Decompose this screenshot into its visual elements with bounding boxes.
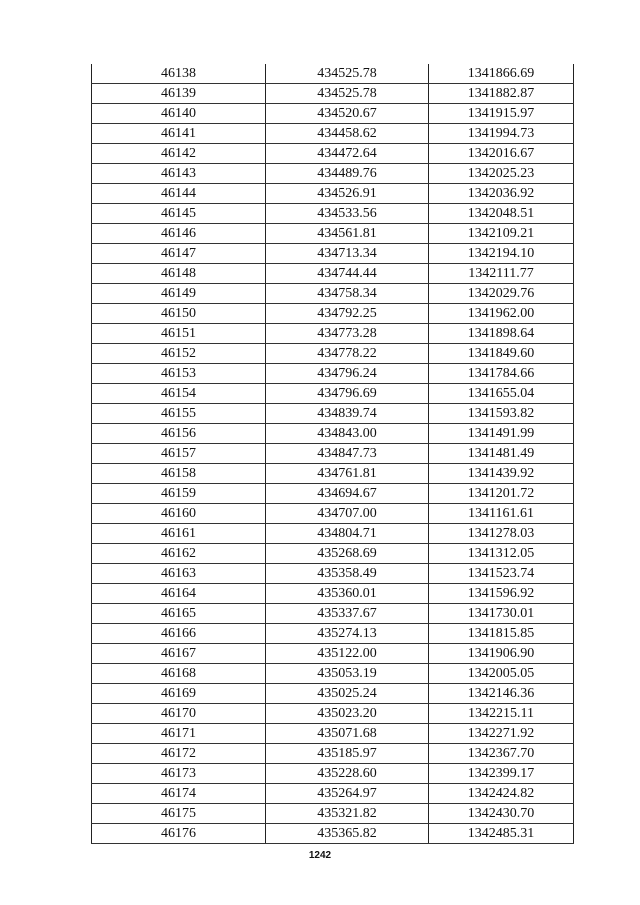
x-coordinate-cell: 434796.24 xyxy=(266,364,429,384)
table-row xyxy=(92,144,574,164)
x-coordinate-cell: 435321.82 xyxy=(266,804,429,824)
point-id-cell: 46152 xyxy=(92,344,266,364)
y-coordinate-cell: 1341491.99 xyxy=(429,424,574,444)
x-coordinate-cell: 434526.91 xyxy=(266,184,429,204)
table-row xyxy=(92,804,574,824)
table-row xyxy=(92,564,574,584)
x-coordinate-cell: 434520.67 xyxy=(266,104,429,124)
point-id-cell: 46168 xyxy=(92,664,266,684)
y-coordinate-cell: 1342036.92 xyxy=(429,184,574,204)
x-coordinate-cell: 435185.97 xyxy=(266,744,429,764)
x-coordinate-cell: 435053.19 xyxy=(266,664,429,684)
table-row xyxy=(92,544,574,564)
y-coordinate-cell: 1341655.04 xyxy=(429,384,574,404)
y-coordinate-cell: 1342485.31 xyxy=(429,824,574,844)
y-coordinate-cell: 1342109.21 xyxy=(429,224,574,244)
y-coordinate-cell: 1342367.70 xyxy=(429,744,574,764)
point-id-cell: 46156 xyxy=(92,424,266,444)
point-id-cell: 46173 xyxy=(92,764,266,784)
point-id-cell: 46150 xyxy=(92,304,266,324)
y-coordinate-cell: 1341278.03 xyxy=(429,524,574,544)
x-coordinate-cell: 434778.22 xyxy=(266,344,429,364)
point-id-cell: 46165 xyxy=(92,604,266,624)
x-coordinate-cell: 435268.69 xyxy=(266,544,429,564)
y-coordinate-cell: 1341906.90 xyxy=(429,644,574,664)
point-id-cell: 46158 xyxy=(92,464,266,484)
table-row xyxy=(92,464,574,484)
table-row xyxy=(92,184,574,204)
x-coordinate-cell: 434561.81 xyxy=(266,224,429,244)
x-coordinate-cell: 435274.13 xyxy=(266,624,429,644)
point-id-cell: 46141 xyxy=(92,124,266,144)
table-row xyxy=(92,84,574,104)
point-id-cell: 46166 xyxy=(92,624,266,644)
y-coordinate-cell: 1342048.51 xyxy=(429,204,574,224)
y-coordinate-cell: 1341161.61 xyxy=(429,504,574,524)
point-id-cell: 46157 xyxy=(92,444,266,464)
table-row xyxy=(92,304,574,324)
point-id-cell: 46160 xyxy=(92,504,266,524)
point-id-cell: 46147 xyxy=(92,244,266,264)
table-row xyxy=(92,264,574,284)
x-coordinate-cell: 434458.62 xyxy=(266,124,429,144)
point-id-cell: 46164 xyxy=(92,584,266,604)
point-id-cell: 46139 xyxy=(92,84,266,104)
table-row xyxy=(92,64,574,84)
table-row xyxy=(92,764,574,784)
point-id-cell: 46163 xyxy=(92,564,266,584)
table-row xyxy=(92,524,574,544)
point-id-cell: 46161 xyxy=(92,524,266,544)
x-coordinate-cell: 434804.71 xyxy=(266,524,429,544)
table-row xyxy=(92,444,574,464)
y-coordinate-cell: 1341962.00 xyxy=(429,304,574,324)
point-id-cell: 46148 xyxy=(92,264,266,284)
point-id-cell: 46176 xyxy=(92,824,266,844)
table-row xyxy=(92,604,574,624)
x-coordinate-cell: 435365.82 xyxy=(266,824,429,844)
x-coordinate-cell: 435025.24 xyxy=(266,684,429,704)
y-coordinate-cell: 1341882.87 xyxy=(429,84,574,104)
table-row xyxy=(92,204,574,224)
point-id-cell: 46167 xyxy=(92,644,266,664)
x-coordinate-cell: 435122.00 xyxy=(266,644,429,664)
x-coordinate-cell: 434533.56 xyxy=(266,204,429,224)
table-row xyxy=(92,644,574,664)
x-coordinate-cell: 434839.74 xyxy=(266,404,429,424)
table-row xyxy=(92,724,574,744)
x-coordinate-cell: 434694.67 xyxy=(266,484,429,504)
point-id-cell: 46138 xyxy=(92,64,266,84)
y-coordinate-cell: 1341866.69 xyxy=(429,64,574,84)
x-coordinate-cell: 434773.28 xyxy=(266,324,429,344)
point-id-cell: 46175 xyxy=(92,804,266,824)
x-coordinate-cell: 434525.78 xyxy=(266,84,429,104)
table-row xyxy=(92,784,574,804)
point-id-cell: 46144 xyxy=(92,184,266,204)
table-row xyxy=(92,124,574,144)
y-coordinate-cell: 1342029.76 xyxy=(429,284,574,304)
y-coordinate-cell: 1342111.77 xyxy=(429,264,574,284)
x-coordinate-cell: 435228.60 xyxy=(266,764,429,784)
table-row xyxy=(92,344,574,364)
x-coordinate-cell: 434707.00 xyxy=(266,504,429,524)
x-coordinate-cell: 434847.73 xyxy=(266,444,429,464)
point-id-cell: 46146 xyxy=(92,224,266,244)
y-coordinate-cell: 1342399.17 xyxy=(429,764,574,784)
table-row xyxy=(92,484,574,504)
table-row xyxy=(92,244,574,264)
x-coordinate-cell: 435071.68 xyxy=(266,724,429,744)
y-coordinate-cell: 1342146.36 xyxy=(429,684,574,704)
y-coordinate-cell: 1341915.97 xyxy=(429,104,574,124)
x-coordinate-cell: 434758.34 xyxy=(266,284,429,304)
table-row xyxy=(92,624,574,644)
point-id-cell: 46143 xyxy=(92,164,266,184)
x-coordinate-cell: 434744.44 xyxy=(266,264,429,284)
point-id-cell: 46142 xyxy=(92,144,266,164)
x-coordinate-cell: 434843.00 xyxy=(266,424,429,444)
point-id-cell: 46174 xyxy=(92,784,266,804)
table-row xyxy=(92,684,574,704)
table-row xyxy=(92,284,574,304)
y-coordinate-cell: 1341994.73 xyxy=(429,124,574,144)
y-coordinate-cell: 1342215.11 xyxy=(429,704,574,724)
x-coordinate-cell: 434472.64 xyxy=(266,144,429,164)
x-coordinate-cell: 434796.69 xyxy=(266,384,429,404)
table-row xyxy=(92,584,574,604)
point-id-cell: 46171 xyxy=(92,724,266,744)
point-id-cell: 46170 xyxy=(92,704,266,724)
y-coordinate-cell: 1342271.92 xyxy=(429,724,574,744)
coordinates-table-body xyxy=(92,64,574,844)
y-coordinate-cell: 1342194.10 xyxy=(429,244,574,264)
x-coordinate-cell: 434792.25 xyxy=(266,304,429,324)
page-number: 1242 xyxy=(308,850,332,861)
table-row xyxy=(92,324,574,344)
x-coordinate-cell: 434713.34 xyxy=(266,244,429,264)
y-coordinate-cell: 1341849.60 xyxy=(429,344,574,364)
table-row xyxy=(92,664,574,684)
table-row xyxy=(92,104,574,124)
point-id-cell: 46151 xyxy=(92,324,266,344)
point-id-cell: 46154 xyxy=(92,384,266,404)
y-coordinate-cell: 1342025.23 xyxy=(429,164,574,184)
coordinates-table xyxy=(91,64,574,844)
y-coordinate-cell: 1341784.66 xyxy=(429,364,574,384)
x-coordinate-cell: 435337.67 xyxy=(266,604,429,624)
table-row xyxy=(92,824,574,844)
point-id-cell: 46155 xyxy=(92,404,266,424)
y-coordinate-cell: 1342430.70 xyxy=(429,804,574,824)
y-coordinate-cell: 1341730.01 xyxy=(429,604,574,624)
point-id-cell: 46149 xyxy=(92,284,266,304)
y-coordinate-cell: 1341312.05 xyxy=(429,544,574,564)
y-coordinate-cell: 1341815.85 xyxy=(429,624,574,644)
table-row xyxy=(92,384,574,404)
table-row xyxy=(92,704,574,724)
x-coordinate-cell: 435264.97 xyxy=(266,784,429,804)
table-row xyxy=(92,404,574,424)
x-coordinate-cell: 434489.76 xyxy=(266,164,429,184)
y-coordinate-cell: 1341523.74 xyxy=(429,564,574,584)
x-coordinate-cell: 435358.49 xyxy=(266,564,429,584)
y-coordinate-cell: 1342016.67 xyxy=(429,144,574,164)
table-row xyxy=(92,504,574,524)
table-row xyxy=(92,364,574,384)
table-row xyxy=(92,744,574,764)
y-coordinate-cell: 1341481.49 xyxy=(429,444,574,464)
point-id-cell: 46162 xyxy=(92,544,266,564)
point-id-cell: 46172 xyxy=(92,744,266,764)
point-id-cell: 46153 xyxy=(92,364,266,384)
y-coordinate-cell: 1341898.64 xyxy=(429,324,574,344)
y-coordinate-cell: 1341596.92 xyxy=(429,584,574,604)
y-coordinate-cell: 1341439.92 xyxy=(429,464,574,484)
x-coordinate-cell: 434525.78 xyxy=(266,64,429,84)
point-id-cell: 46140 xyxy=(92,104,266,124)
point-id-cell: 46145 xyxy=(92,204,266,224)
x-coordinate-cell: 435023.20 xyxy=(266,704,429,724)
x-coordinate-cell: 434761.81 xyxy=(266,464,429,484)
y-coordinate-cell: 1342005.05 xyxy=(429,664,574,684)
table-row xyxy=(92,424,574,444)
y-coordinate-cell: 1341201.72 xyxy=(429,484,574,504)
table-row xyxy=(92,164,574,184)
y-coordinate-cell: 1342424.82 xyxy=(429,784,574,804)
y-coordinate-cell: 1341593.82 xyxy=(429,404,574,424)
x-coordinate-cell: 435360.01 xyxy=(266,584,429,604)
table-row xyxy=(92,224,574,244)
point-id-cell: 46169 xyxy=(92,684,266,704)
point-id-cell: 46159 xyxy=(92,484,266,504)
